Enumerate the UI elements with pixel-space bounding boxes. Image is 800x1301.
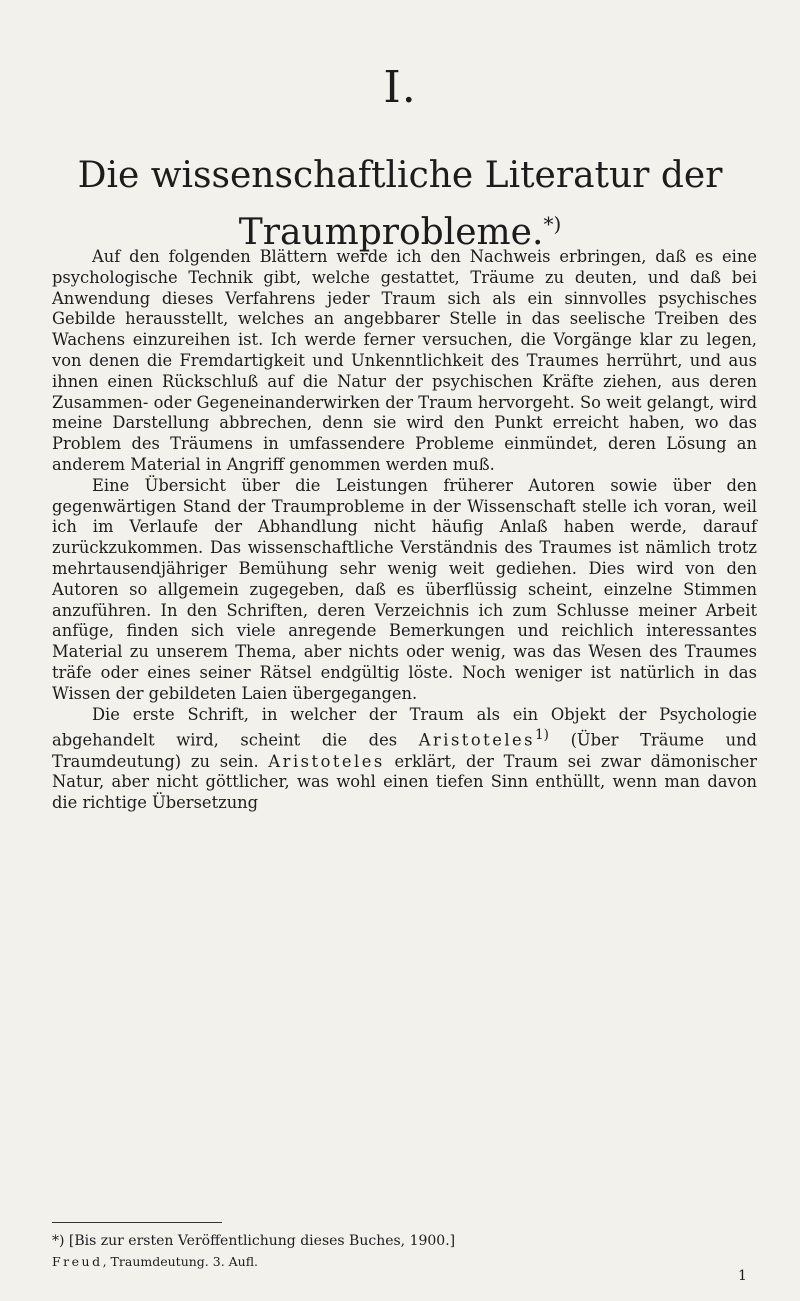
title-line-2-text: Traumprobleme. bbox=[238, 212, 544, 253]
footnote: *) [Bis zur ersten Veröffentlichung dieses Buches, 1900.] bbox=[52, 1233, 456, 1249]
footer-work: , Traumdeutung. 3. Aufl. bbox=[102, 1254, 259, 1269]
paragraph-3-part-b: (Über Träume und Traumdeutung) zu sein. bbox=[52, 730, 757, 771]
footnote-divider bbox=[52, 1222, 222, 1223]
chapter-title bbox=[0, 152, 800, 257]
title-line-1: Die wissenschaftliche Literatur der bbox=[77, 155, 723, 196]
paragraph-3 bbox=[52, 705, 757, 814]
page-number: 1 bbox=[738, 1268, 747, 1284]
paragraph-2: Eine Übersicht über die Leistungen früherer Autoren sowie über den gegenwärtigen Stand der Traumprobleme in der Wissenschaft stelle ich voran, weil ich im Verlaufe der Abhandlung nicht häufig Anlaß haben werde, darauf zurückzukommen. Das wissenschaftliche Verständnis des Traumes ist nämlich trotz mehrtausendjähriger Bemühung sehr wenig weit gediehen. Dies wird von den Autoren so allgemein zugegeben, daß es überflüssig scheint, einzelne Stimmen anzuführen. In den Schriften, deren Verzeichnis ich zum Schlusse meiner Arbeit anfüge, finden sich viele anregende Bemerkungen und reichlich interessantes Material zu unserem Thema, aber nichts oder wenig, was das Wesen des Traumes träfe oder eines seiner Rätsel endgültig löste. Noch weniger ist natürlich in das Wissen der gebildeten Laien übergegangen. bbox=[52, 475, 757, 703]
footer-author: Freud bbox=[52, 1254, 103, 1269]
paragraph-3-part-a: Die erste Schrift, in welcher der Traum als ein Objekt der Psychologie abgehandelt wird, scheint die des bbox=[52, 704, 757, 750]
body-text bbox=[52, 247, 757, 814]
title-footnote-marker: *) bbox=[543, 212, 562, 236]
paragraph-3-part-c: erklärt, der Traum sei zwar dämonischer Natur, aber nicht göttlicher, was wohl einen tiefen Sinn enthüllt, wenn man davon die richtige Übersetzung bbox=[52, 751, 757, 813]
chapter-number: I. bbox=[383, 62, 417, 113]
footnote-ref-1: 1) bbox=[535, 727, 549, 744]
signature-line bbox=[52, 1254, 757, 1270]
paragraph-1: Auf den folgenden Blättern werde ich den Nachweis erbringen, daß es eine psychologische Technik gibt, welche gestattet, Träume zu deuten, und daß bei Anwendung dieses Verfahrens jeder Traum sich als ein sinnvolles psychisches Gebilde herausstellt, welches an angebbarer Stelle in das seelische Treiben des Wachens einzureihen ist. Ich werde ferner versuchen, die Vorgänge klar zu legen, von denen die Fremdartigkeit und Unkenntlichkeit des Traumes herrührt, und aus ihnen einen Rückschluß auf die Natur der psychischen Kräfte ziehen, aus deren Zusammen- oder Gegeneinanderwirken der Traum hervorgeht. So weit gelangt, wird meine Darstellung abbrechen, denn sie wird den Punkt erreicht haben, wo das Problem des Träumens in umfassendere Probleme einmündet, deren Lösung an anderem Material in Angriff genommen werden muß. bbox=[52, 247, 757, 474]
author-name-aristoteles-2: Aristoteles bbox=[268, 751, 385, 771]
author-name-aristoteles: Aristoteles bbox=[418, 730, 536, 750]
